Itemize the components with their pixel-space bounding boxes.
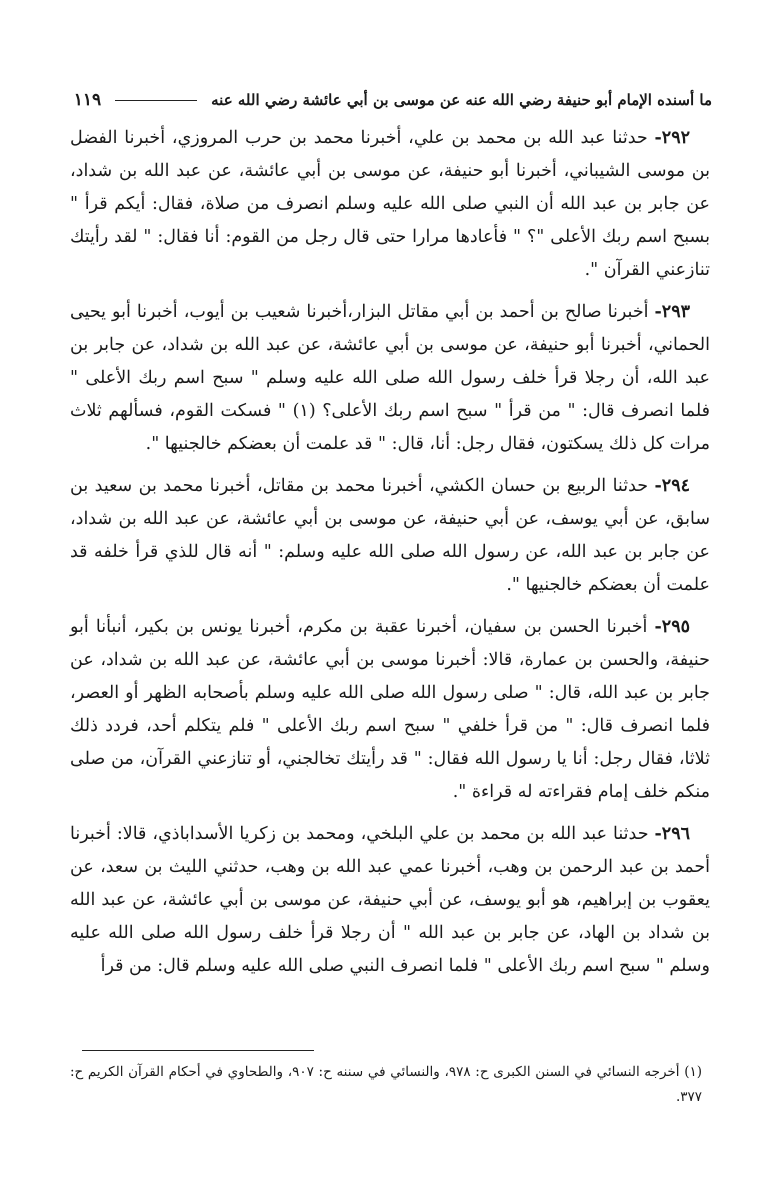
chapter-title: ما أسنده الإمام أبو حنيفة رضي الله عنه عن موسى بن أبي عائشة رضي الله عنه	[211, 91, 712, 109]
footnotes	[70, 1060, 702, 1110]
footnote: (١) أخرجه النسائي في السنن الكبرى ح: ٩٧٨، والنسائي في سننه ح: ٩٠٧، والطحاوي في أحكام القرآن الكريم ح: ٣٧٧.	[70, 1064, 703, 1105]
page-number: ١١٩	[73, 90, 102, 110]
header-divider	[115, 100, 197, 101]
main-text	[70, 122, 710, 992]
hadith-number: ٢٩٦-	[654, 824, 690, 844]
hadith-text: أخبرنا صالح بن أحمد بن أبي مقاتل البزار،أخبرنا شعيب بن أيوب، أخبرنا أبو يحيى الحماني، أخبرنا أبو حنيفة، عن موسى بن أبي عائشة، عن عبد الله بن شداد، عن جابر بن عبد الله، أن رجلا قرأ خلف رسول الله صلى الله عليه وسلم " سبح اسم ربك الأعلى " فلما انصرف قال: " من قرأ " سبح اسم ربك الأعلى؟ (١) " فسكت القوم، فسألهم ثلاث مرات كل ذلك يسكتون، فقال رجل: أنا، قال: " قد علمت أن بعضكم خالجنيها ".	[70, 302, 710, 454]
hadith-number: ٢٩٥-	[654, 617, 690, 637]
hadith-paragraph	[70, 296, 710, 461]
hadith-number: ٢٩٤-	[654, 476, 690, 496]
running-header	[72, 84, 712, 116]
footnote-divider	[82, 1050, 314, 1051]
hadith-number: ٢٩٣-	[654, 302, 690, 322]
hadith-number: ٢٩٢-	[654, 128, 690, 148]
hadith-paragraph	[70, 818, 710, 983]
hadith-text: حدثنا عبد الله بن محمد بن علي البلخي، ومحمد بن زكريا الأسداباذي، قالا: أخبرنا أحمد بن عبد الرحمن بن وهب، أخبرنا عمي عبد الله بن وهب، حدثني الليث بن سعد، عن يعقوب بن إبراهيم، هو أبو يوسف، عن أبي حنيفة، عن موسى بن أبي عائشة، عن عبد الله بن شداد بن الهاد، عن جابر بن عبد الله " أن رجلا قرأ خلف رسول الله صلى الله عليه وسلم " سبح اسم ربك الأعلى " فلما انصرف النبي صلى الله عليه وسلم قال: من قرأ	[70, 824, 710, 976]
hadith-text: حدثنا عبد الله بن محمد بن علي، أخبرنا محمد بن حرب المروزي، أخبرنا الفضل بن موسى الشيباني، أخبرنا أبو حنيفة، عن موسى بن أبي عائشة، عن عبد الله بن شداد، عن جابر بن عبد الله أن النبي صلى الله عليه وسلم انصرف من صلاة، فقال: أيكم قرأ " بسبح اسم ربك الأعلى "؟ " فأعادها مرارا حتى قال رجل من القوم: أنا فقال: " لقد رأيتك تنازعني القرآن ".	[70, 128, 710, 280]
hadith-paragraph	[70, 122, 710, 287]
hadith-paragraph	[70, 470, 710, 602]
hadith-text: أخبرنا الحسن بن سفيان، أخبرنا عقبة بن مكرم، أخبرنا يونس بن بكير، أنبأنا أبو حنيفة، والحسن بن عمارة، قالا: أخبرنا موسى بن أبي عائشة، عن عبد الله بن شداد، عن جابر بن عبد الله، قال: " صلى رسول الله صلى الله عليه وسلم بأصحابه الظهر أو العصر، فلما انصرف قال: " من قرأ خلفي " سبح اسم ربك الأعلى " فلم يتكلم أحد، فردد ذلك ثلاثا، فقال رجل: أنا يا رسول الله فقال: " قد رأيتك تخالجني، أو تنازعني القرآن، من صلى منكم خلف إمام فقراءته له قراءة ".	[70, 617, 710, 802]
hadith-paragraph	[70, 611, 710, 809]
hadith-text: حدثنا الربيع بن حسان الكشي، أخبرنا محمد بن مقاتل، أخبرنا محمد بن سعيد بن سابق، عن أبي يوسف، عن أبي حنيفة، عن موسى بن أبي عائشة، عن عبد الله بن شداد، عن جابر بن عبد الله، عن رسول الله صلى الله عليه وسلم: " أنه قال للذي قرأ خلفه قد علمت أن بعضكم خالجنيها ".	[70, 476, 710, 595]
